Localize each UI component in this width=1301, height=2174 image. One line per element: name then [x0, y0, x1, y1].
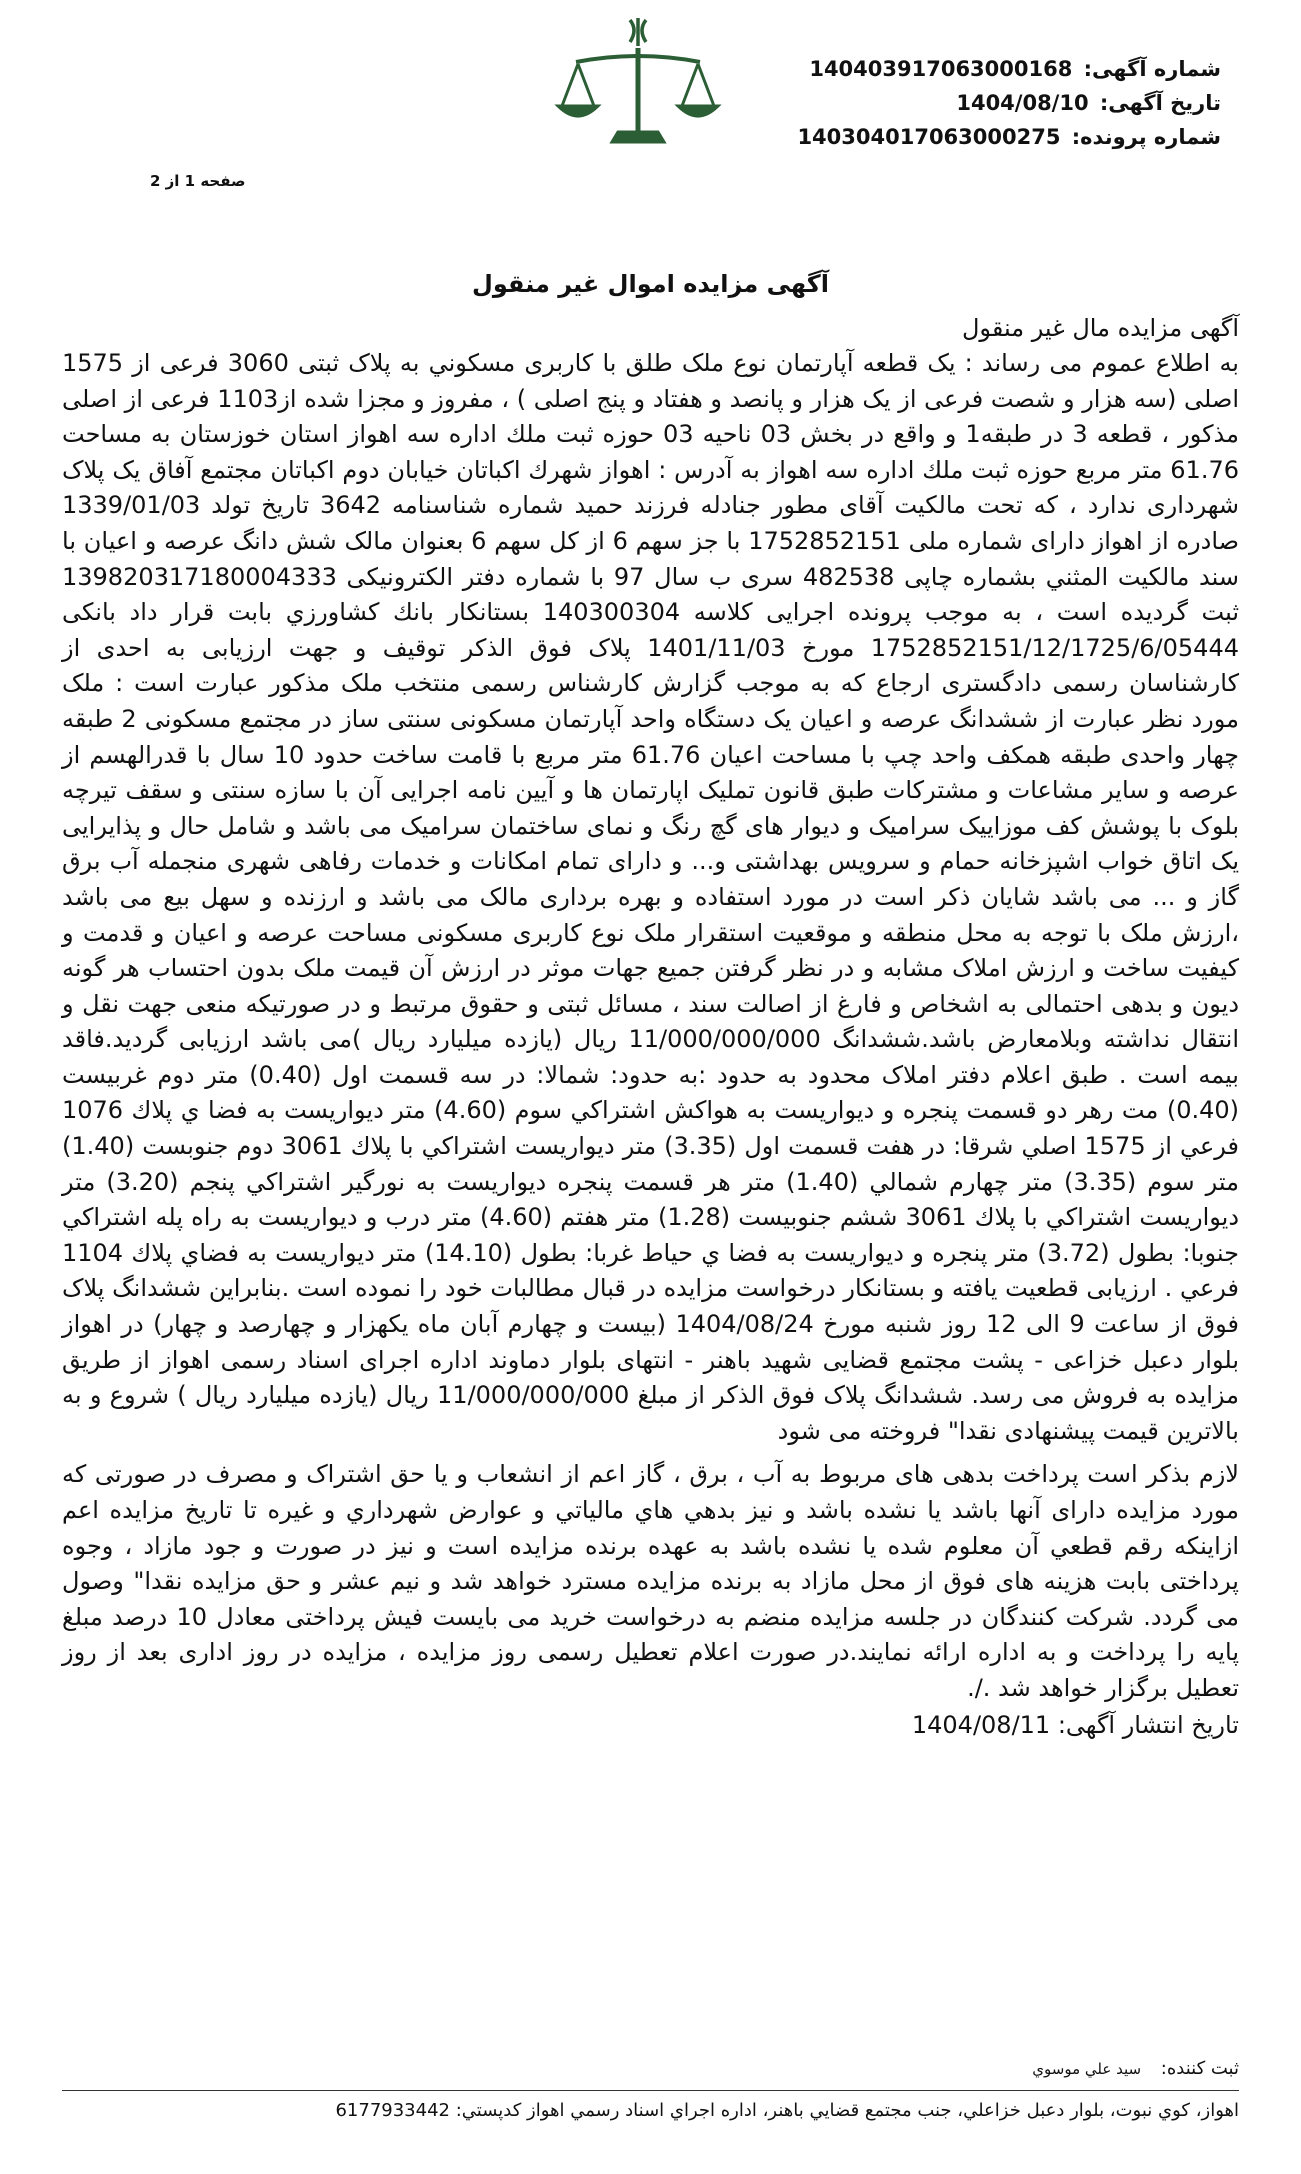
publication-date-line: [62, 1707, 1239, 1743]
page-indicator: صفحه 1 از 2: [150, 172, 246, 190]
ad-number-line: [701, 52, 1221, 86]
registrar-line: [1032, 2058, 1239, 2079]
publication-date-label: تاریخ انتشار آگهی:: [1057, 1710, 1239, 1739]
auction-terms-paragraph: لازم بذکر است پرداخت بدهی های مربوط به آب ، برق ، گاز اعم از انشعاب و یا حق اشتراک و مصرف در صورتی که مورد مزایده دارای آنها باشد یا نشده باشد و نیز بدهي هاي مالياتي و عوارض شهرداري و غیره تا تاریخ مزایده اعم ازاینکه رقم قطعي آن معلوم شده یا نشده باشد به عهده برنده مزایده است و نیز در صورت و جود مازاد ، وجوه پرداختی بابت هزینه های فوق از محل مازاد به برنده مزایده مسترد خواهد شد و نیم عشر و حق مزایده نقدا" وصول می گردد. شرکت کنندگان در جلسه مزایده منضم به درخواست خرید می بایست فیش پرداختی معادل 10 درصد مبلغ پایه را پرداخت و به اداره ارائه نمایند.در صورت اعلام تعطیل رسمی روز مزایده ، مزایده در روز اداری بعد از روز تعطیل برگزار خواهد شد ./.: [62, 1460, 1240, 1702]
judiciary-logo: [548, 14, 728, 224]
auction-description-paragraph: به اطلاع عموم می رساند : یک قطعه آپارتمان نوع ملک طلق با کاربری مسکوني به پلاک ثبتی 3060 فرعی از 1575 اصلی (سه هزار و شصت فرعی از یک هزار و پانصد و هفتاد و پنج اصلی ) ، مفروز و مجزا شده از1103 فرعی از اصلی مذکور ، قطعه 3 در طبقه1 و واقع در بخش 03 ناحیه 03 حوزه ثبت ملك اداره سه اهواز استان خوزستان به مساحت 61.76 متر مربع حوزه ثبت ملك اداره سه اهواز به آدرس : اهواز شهرك اكباتان خيابان دوم اكباتان مجتمع آفاق یک پلاک شهرداری ندارد ، که تحت مالکیت آقای مطور جنادله فرزند حمید شماره شناسنامه 3642 تاریخ تولد 1339/01/03 صادره از اهواز دارای شماره ملی 1752852151 با جز سهم 6 از کل سهم 6 بعنوان مالک شش دانگ عرصه و اعیان با سند مالکیت المثني بشماره چاپی 482538 سری ب سال 97 با شماره دفتر الکترونیکی 139820317180004333 ثبت گردیده است ، به موجب پرونده اجرایی کلاسه 140300304 بستانکار بانك كشاورزي بابت قرار داد بانکی 1752852151/12/1725/6/05444 مورخ 1401/11/03 پلاک فوق الذکر توقیف و جهت ارزیابی به احدی از کارشناسان رسمی دادگستری ارجاع که به موجب گزارش کارشناس رسمی منتخب ملک مذکور عبارت است : ملک مورد نظر عبارت از ششدانگ عرصه و اعیان یک دستگاه واحد آپارتمان مسکونی سنتی ساز در مجتمع مسکونی 2 طبقه چهار واحدی طبقه همکف واحد چپ با مساحت اعیان 61.76 متر مربع با قامت ساخت حدود 10 سال با قدرالهسم از عرصه و سایر مشاعات و مشترکات طبق قانون تملیک اپارتمان ها و آیین نامه اجرایی آن با سازه سنتی و سقف تیرچه بلوک با پوشش کف موزاییک سرامیک و دیوار های گچ رنگ و نمای ساختمان سرامیک می باشد و شامل حال و پذایرایی یک اتاق خواب اشپزخانه حمام و سرویس بهداشتی و... و دارای تمام امکانات و خدمات رفاهی شهری منجمله آب برق گاز و ... می باشد شایان ذکر است در مورد استفاده و بهره برداری مالک می باشد و ارزنده و سهل بیع می باشد ،ارزش ملک با توجه به محل منطقه و موقعیت استقرار ملک نوع کاربری مسکونی مساحت عرصه و اعیان و قدمت و کیفیت ساخت و ارزش املاک مشابه و در نظر گرفتن جمیع جهات موثر در ارزش آن قیمت ملک بدون احتساب هر گونه دیون و بدهی احتمالی به اشخاص و فارغ از اصالت سند ، مسائل ثبتی و حقوق مرتبط و در صورتیکه منعی جهت نقل و انتقال نداشته وبلامعارض باشد.ششدانگ 11/000/000/000 ریال (یازده میلیارد ریال )می باشد ارزیابی گردید.فاقد بیمه است . طبق اعلام دفتر املاک محدود به حدود :به حدود: شمالا: در سه قسمت اول (0.40) متر دوم غربیست (0.40) مت رهر دو قسمت پنجره و دیواریست به هواكش اشتراكي سوم (4.60) متر ديواريست به فضا ي پلاك 1076 فرعي از 1575 اصلي شرقا: در هفت قسمت اول (3.35) متر ديواريست اشتراكي با پلاك 3061 دوم جنوبست (1.40) متر سوم (3.35) متر چهارم شمالي (1.40) متر هر قسمت پنجره ديواريست به نورگير اشتراكي پنجم (3.20) متر ديواريست اشتراكي با پلاك 3061 ششم جنوبيست (1.28) متر هفتم (4.60) متر درب و ديواريست به راه پله اشتراكي جنوبا: بطول (3.72) متر پنجره و ديواريست به فضا ي حياط غربا: بطول (14.10) متر ديواريست به فضاي پلاك 1104 فرعي . ارزیابی قطعیت یافته و بستانکار درخواست مزایده در قبال مطالبات خود را نموده است .بنابراین ششدانگ پلاک فوق از ساعت 9 الی 12 روز شنبه مورخ 1404/08/24 (بیست و چهارم آبان ماه یکهزار و چهارصد و چهار) در اهواز بلوار دعبل خزاعی - پشت مجتمع قضایی شهید باهنر - انتهای بلوار دماوند اداره اجرای اسناد رسمی اهواز از طریق مزایده به فروش می رسد. ششدانگ پلاک فوق الذکر از مبلغ 11/000/000/000 ریال (یازده میلیارد ریال ) شروع و به بالاترین قیمت پیشنهادی نقدا" فروخته می شود: [62, 349, 1240, 1445]
ad-date-label: تاریخ آگهی:: [1099, 91, 1221, 115]
ad-number-label: شماره آگهی:: [1083, 57, 1221, 81]
document-body: [62, 310, 1239, 1743]
case-number: 140304017063000275: [797, 125, 1061, 149]
registrar-name: سيد علي موسوي: [1032, 2060, 1142, 2078]
case-number-label: شماره پرونده:: [1071, 125, 1221, 149]
registrar-label: ثبت کننده:: [1160, 2058, 1239, 2079]
ad-date: 1404/08/10: [956, 91, 1089, 115]
publication-date: 1404/08/11: [911, 1710, 1051, 1739]
case-number-line: [701, 120, 1221, 154]
footer-divider: [62, 2090, 1239, 2091]
document-title: آگهی مزایده اموال غیر منقول: [472, 270, 829, 298]
ad-date-line: [701, 86, 1221, 120]
scales-of-justice-icon: [548, 14, 728, 224]
office-address: اهواز، كوي نبوت، بلوار دعبل خزاعلي، جنب مجتمع قضايي باهنر، اداره اجراي اسناد رسمي اهواز كدپستي: 6177933442: [335, 2100, 1239, 2121]
document-subject: آگهی مزایده مال غیر منقول: [961, 314, 1239, 342]
ad-number: 140403917063000168: [809, 57, 1073, 81]
header-info: [701, 52, 1221, 154]
